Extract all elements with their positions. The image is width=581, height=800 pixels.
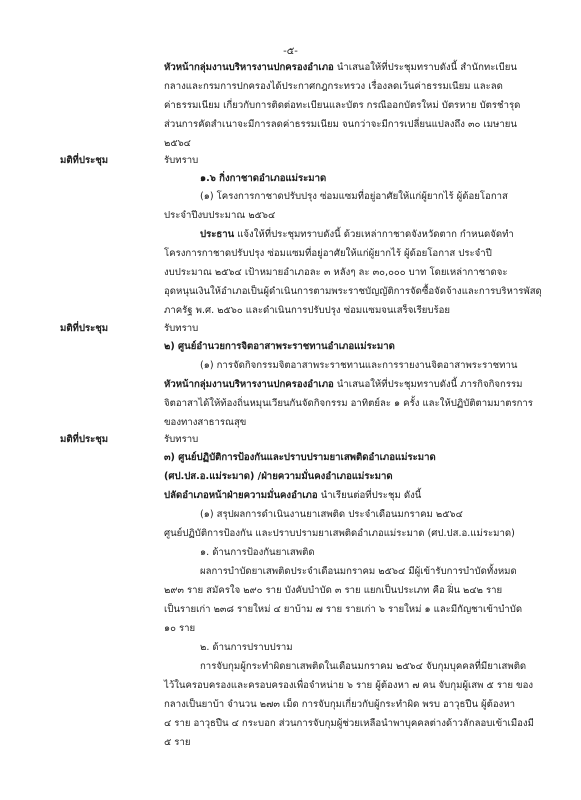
section-heading: ๒) ศูนย์อำนวยการจิตอาสาพระราชทานอำเภอแม่ระมาด bbox=[164, 341, 395, 352]
line: หัวหน้ากลุ่มงานบริหารงานปกครองอำเภอ นำเสนอให้ที่ประชุมทราบดังนี้ ภารกิจกิจกรรม bbox=[164, 379, 523, 390]
resolution-text: รับทราบ bbox=[164, 155, 199, 166]
resolution-label: มติที่ประชุม bbox=[60, 434, 109, 445]
line: จิตอาสาได้ให้ท้องถิ่นหมุนเวียนกันจัดกิจกรรม อาทิตย์ละ ๑ ครั้ง และให้ปฏิบัติตามมาตรการ bbox=[164, 398, 533, 409]
resolution-label: มติที่ประชุม bbox=[60, 155, 109, 166]
line: ประธาน แจ้งให้ที่ประชุมทราบดังนี้ ด้วยเหล่ากาชาดจังหวัดตาก กำหนดจัดทำ bbox=[200, 229, 514, 240]
line: ๑๐ ราย bbox=[164, 623, 196, 634]
line: หัวหน้ากลุ่มงานบริหารงานปกครองอำเภอ นำเสนอให้ที่ประชุมทราบดังนี้ สำนักทะเบียน bbox=[164, 62, 517, 73]
line: ภาครัฐ พ.ศ. ๒๕๖๐ และดำเนินการปรับปรุง ซ่อมแซมจนเสร็จเรียบร้อย bbox=[164, 305, 451, 316]
line: ๒๕๖๔ bbox=[164, 138, 191, 149]
section-heading: ๓) ศูนย์ปฏิบัติการป้องกันและปราบปรามยาเสพติดอำเภอแม่ระมาด bbox=[164, 452, 436, 463]
line: โครงการกาชาดปรับปรุง ซ่อมแซมที่อยู่อาศัยให้แก่ผู้ยากไร้ ผู้ด้อยโอกาส ประจำปี bbox=[164, 248, 492, 259]
resolution-label: มติที่ประชุม bbox=[60, 323, 109, 334]
line: (๑) การจัดกิจกรรมจิตอาสาพระราชทานและการรายงานจิตอาสาพระราชทาน bbox=[200, 360, 518, 371]
section-heading: (ศป.ปส.อ.แม่ระมาด) /ฝ่ายความมั่นคงอำเภอแม่ระมาด bbox=[164, 471, 393, 482]
subsection-heading: ๑. ด้านการป้องกันยาเสพติด bbox=[200, 547, 315, 558]
subsection-heading: ๒. ด้านการปราบปราม bbox=[200, 642, 293, 653]
line: ไว้ในครอบครองและครอบครองเพื่อจำหน่าย ๖ ราย ผู้ต้องหา ๗ คน จับกุมผู้เสพ ๕ ราย ของ bbox=[164, 680, 534, 691]
line: ผลการบำบัดยาเสพติดประจำเดือนมกราคม ๒๕๖๔ มีผู้เข้ารับการบำบัดทั้งหมด bbox=[200, 566, 517, 577]
line: กลางเป็นยาบ้า จำนวน ๒๗๓ เม็ด การจับกุมเกี่ยวกับผู้กระทำผิด พรบ อาวุธปืน ผู้ต้องหา bbox=[164, 699, 516, 710]
line: กลางและกรมการปกครองได้ประกาศกฎกระทรวง เรื่องลดเว้นค่าธรรมเนียม และลด bbox=[164, 81, 503, 92]
line: ๒๙๓ ราย สมัครใจ ๒๙๐ ราย บังคับบำบัด ๓ ราย แยกเป็นประเภท คือ ฝิ่น ๒๔๒ ราย bbox=[164, 585, 503, 596]
line: ปลัดอำเภอหน้าฝ่ายความมั่นคงอำเภอ นำเรียนต่อที่ประชุม ดังนี้ bbox=[164, 490, 422, 501]
resolution-text: รับทราบ bbox=[164, 434, 199, 445]
line: ประจำปีงบประมาณ ๒๕๖๔ bbox=[164, 210, 276, 221]
line: อุดหนุนเงินให้อำเภอเป็นผู้ดำเนินการตามพระราชบัญญัติการจัดซื้อจัดจ้างและการบริหารพัสดุ bbox=[164, 286, 542, 297]
line: ๔ ราย อาวุธปืน ๔ กระบอก ส่วนการจับกุมผู้ช่วยเหลือนำพาบุคคลต่างด้าวลักลอบเข้าเมืองมี bbox=[164, 718, 534, 729]
line: ส่วนการคัดสำเนาจะมีการลดค่าธรรมเนียม จนกว่าจะมีการเปลี่ยนแปลงถึง ๓๐ เมษายน bbox=[164, 119, 517, 130]
line: ศูนย์ปฏิบัติการป้องกัน และปราบปรามยาเสพติดอำเภอแม่ระมาด (ศป.ปส.อ.แม่ระมาด) bbox=[164, 528, 515, 539]
line: งบประมาณ ๒๕๖๔ เป้าหมายอำเภอละ ๓ หลังๆ ละ ๓๐,๐๐๐ บาท โดยเหล่ากาชาดจะ bbox=[164, 267, 508, 278]
line: ค่าธรรมเนียม เกี่ยวกับการติดต่อทะเบียนและบัตร กรณีออกบัตรใหม่ บัตรหาย บัตรชำรุด bbox=[164, 100, 521, 111]
line: ๕ ราย bbox=[164, 737, 191, 748]
section-heading: ๑.๖ กิ่งกาชาดอำเภอแม่ระมาด bbox=[200, 173, 327, 184]
resolution-text: รับทราบ bbox=[164, 323, 199, 334]
line: การจับกุมผู้กระทำผิดยาเสพติดในเดือนมกราคม ๒๕๖๔ จับกุมบุคคลที่มียาเสพติด bbox=[200, 661, 527, 672]
line: (๑) โครงการกาชาดปรับปรุง ซ่อมแซมที่อยู่อาศัยให้แก่ผู้ยากไร้ ผู้ด้อยโอกาส bbox=[200, 191, 508, 202]
line: เป็นรายเก่า ๒๓๘ รายใหม่ ๔ ยาบ้าม ๗ ราย รายเก่า ๖ รายใหม่ ๑ และมีกัญชาเข้าบำบัด bbox=[164, 604, 523, 615]
page-number: -๕- bbox=[283, 46, 298, 57]
line: (๑) สรุปผลการดำเนินงานยาเสพติด ประจำเดือนมกราคม ๒๕๖๔ bbox=[200, 509, 463, 520]
line: ของทางสาธารณสุข bbox=[164, 417, 247, 428]
